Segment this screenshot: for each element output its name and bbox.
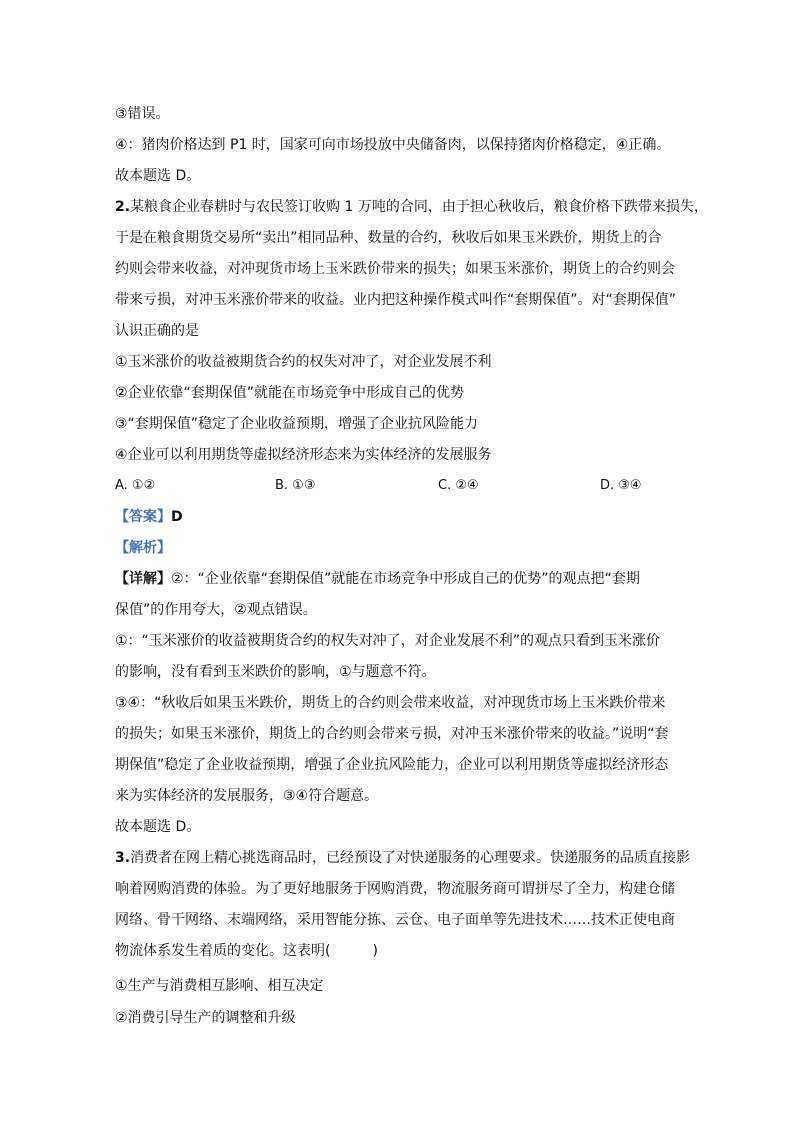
statement-item: ①玉米涨价的收益被期货合约的权失对冲了，对企业发展不利 [115, 354, 492, 370]
text-line: 故本题选 D。 [115, 168, 201, 184]
detail-line: 故本题选 D。 [115, 819, 201, 835]
question-2-stem-line: 约则会带来收益，对冲现货市场上玉米跌价带来的损失；如果玉米涨价，期货上的合约则会 [115, 261, 675, 277]
statement-item: ③“套期保值”稳定了企业收益预期，增强了企业抗风险能力 [115, 416, 479, 432]
option-c: C. ②④ [438, 478, 479, 493]
answer-value: D [171, 509, 183, 525]
statement-item: ②企业依靠“套期保值”就能在市场竞争中形成自己的优势 [115, 385, 465, 401]
text-line: ④：猪肉价格达到 P1 时，国家可向市场投放中央储备肉，以保持猪肉价格稳定，④正确。 [115, 137, 671, 153]
statement-item: ②消费引导生产的调整和升级 [115, 1010, 296, 1026]
analysis-label: 【解析】 [115, 540, 171, 556]
detail-label: 【详解】 [115, 571, 171, 587]
detail-line [115, 569, 695, 589]
question-text: 某粮食企业春耕时与农民签订收购 1 万吨的合同，由于担心秋收后，粮食价格下跌带来损失， [130, 199, 708, 215]
question-text: 物流体系发生着质的变化。这表明( [115, 943, 331, 959]
question-number: 2. [115, 199, 131, 215]
detail-line: 的损失；如果玉米涨价，期货上的合约则会带来亏损，对冲玉米涨价带来的收益。”说明“套 [115, 726, 669, 742]
detail-line: 保值”的作用夸大，②观点错误。 [115, 602, 317, 618]
answer-label: 【答案】 [115, 509, 171, 525]
statement-item: ①生产与消费相互影响、相互决定 [115, 978, 324, 994]
question-3-stem-line [115, 848, 695, 868]
answer-line [115, 507, 695, 527]
closing-paren: ) [372, 943, 378, 959]
detail-line: ③④：“秋收后如果玉米跌价，期货上的合约则会带来收益，对冲现货市场上玉米跌价带来 [115, 695, 666, 711]
option-d: D. ③④ [600, 478, 642, 493]
question-2-stem-line: 带来亏损，对冲玉米涨价带来的收益。业内把这种操作模式叫作“套期保值”。对“套期保值” [115, 292, 677, 308]
question-3-stem-line: 响着网购消费的体验。为了更好地服务于网购消费，物流服务商可谓拼尽了全力，构建仓储 [115, 881, 675, 897]
question-text: 消费者在网上精心挑选商品时，已经预设了对快递服务的心理要求。快递服务的品质直接影 [130, 850, 691, 866]
statement-item: ④企业可以利用期货等虚拟经济形态来为实体经济的发展服务 [115, 447, 492, 463]
option-b: B. ①③ [275, 478, 316, 493]
analysis-line [115, 538, 695, 558]
question-2-stem-line: 认识正确的是 [115, 323, 199, 339]
detail-line: 的影响，没有看到玉米跌价的影响，①与题意不符。 [115, 664, 436, 680]
text-line: ③错误。 [115, 106, 170, 122]
detail-line: ①：“玉米涨价的收益被期货合约的权失对冲了，对企业发展不利”的观点只看到玉米涨价 [115, 633, 661, 649]
question-2-stem-line: 于是在粮食期货交易所“卖出”相同品种、数量的合约，秋收后如果玉米跌价，期货上的合 [115, 230, 662, 246]
detail-text: ②：“企业依靠“套期保值”就能在市场竞争中形成自己的优势”的观点把“套期 [171, 571, 640, 587]
question-3-stem-line [115, 941, 695, 961]
option-a: A. ①② [115, 478, 156, 493]
detail-line: 来为实体经济的发展服务，③④符合题意。 [115, 788, 379, 804]
question-number: 3. [115, 850, 131, 866]
detail-line: 期保值”稳定了企业收益预期，增强了企业抗风险能力，企业可以利用期货等虚拟经济形态 [115, 757, 669, 773]
question-2-stem-line [115, 197, 708, 217]
question-3-stem-line: 网络、骨干网络、末端网络，采用智能分拣、云仓、电子面单等先进技术……技术正使电商 [115, 912, 675, 928]
